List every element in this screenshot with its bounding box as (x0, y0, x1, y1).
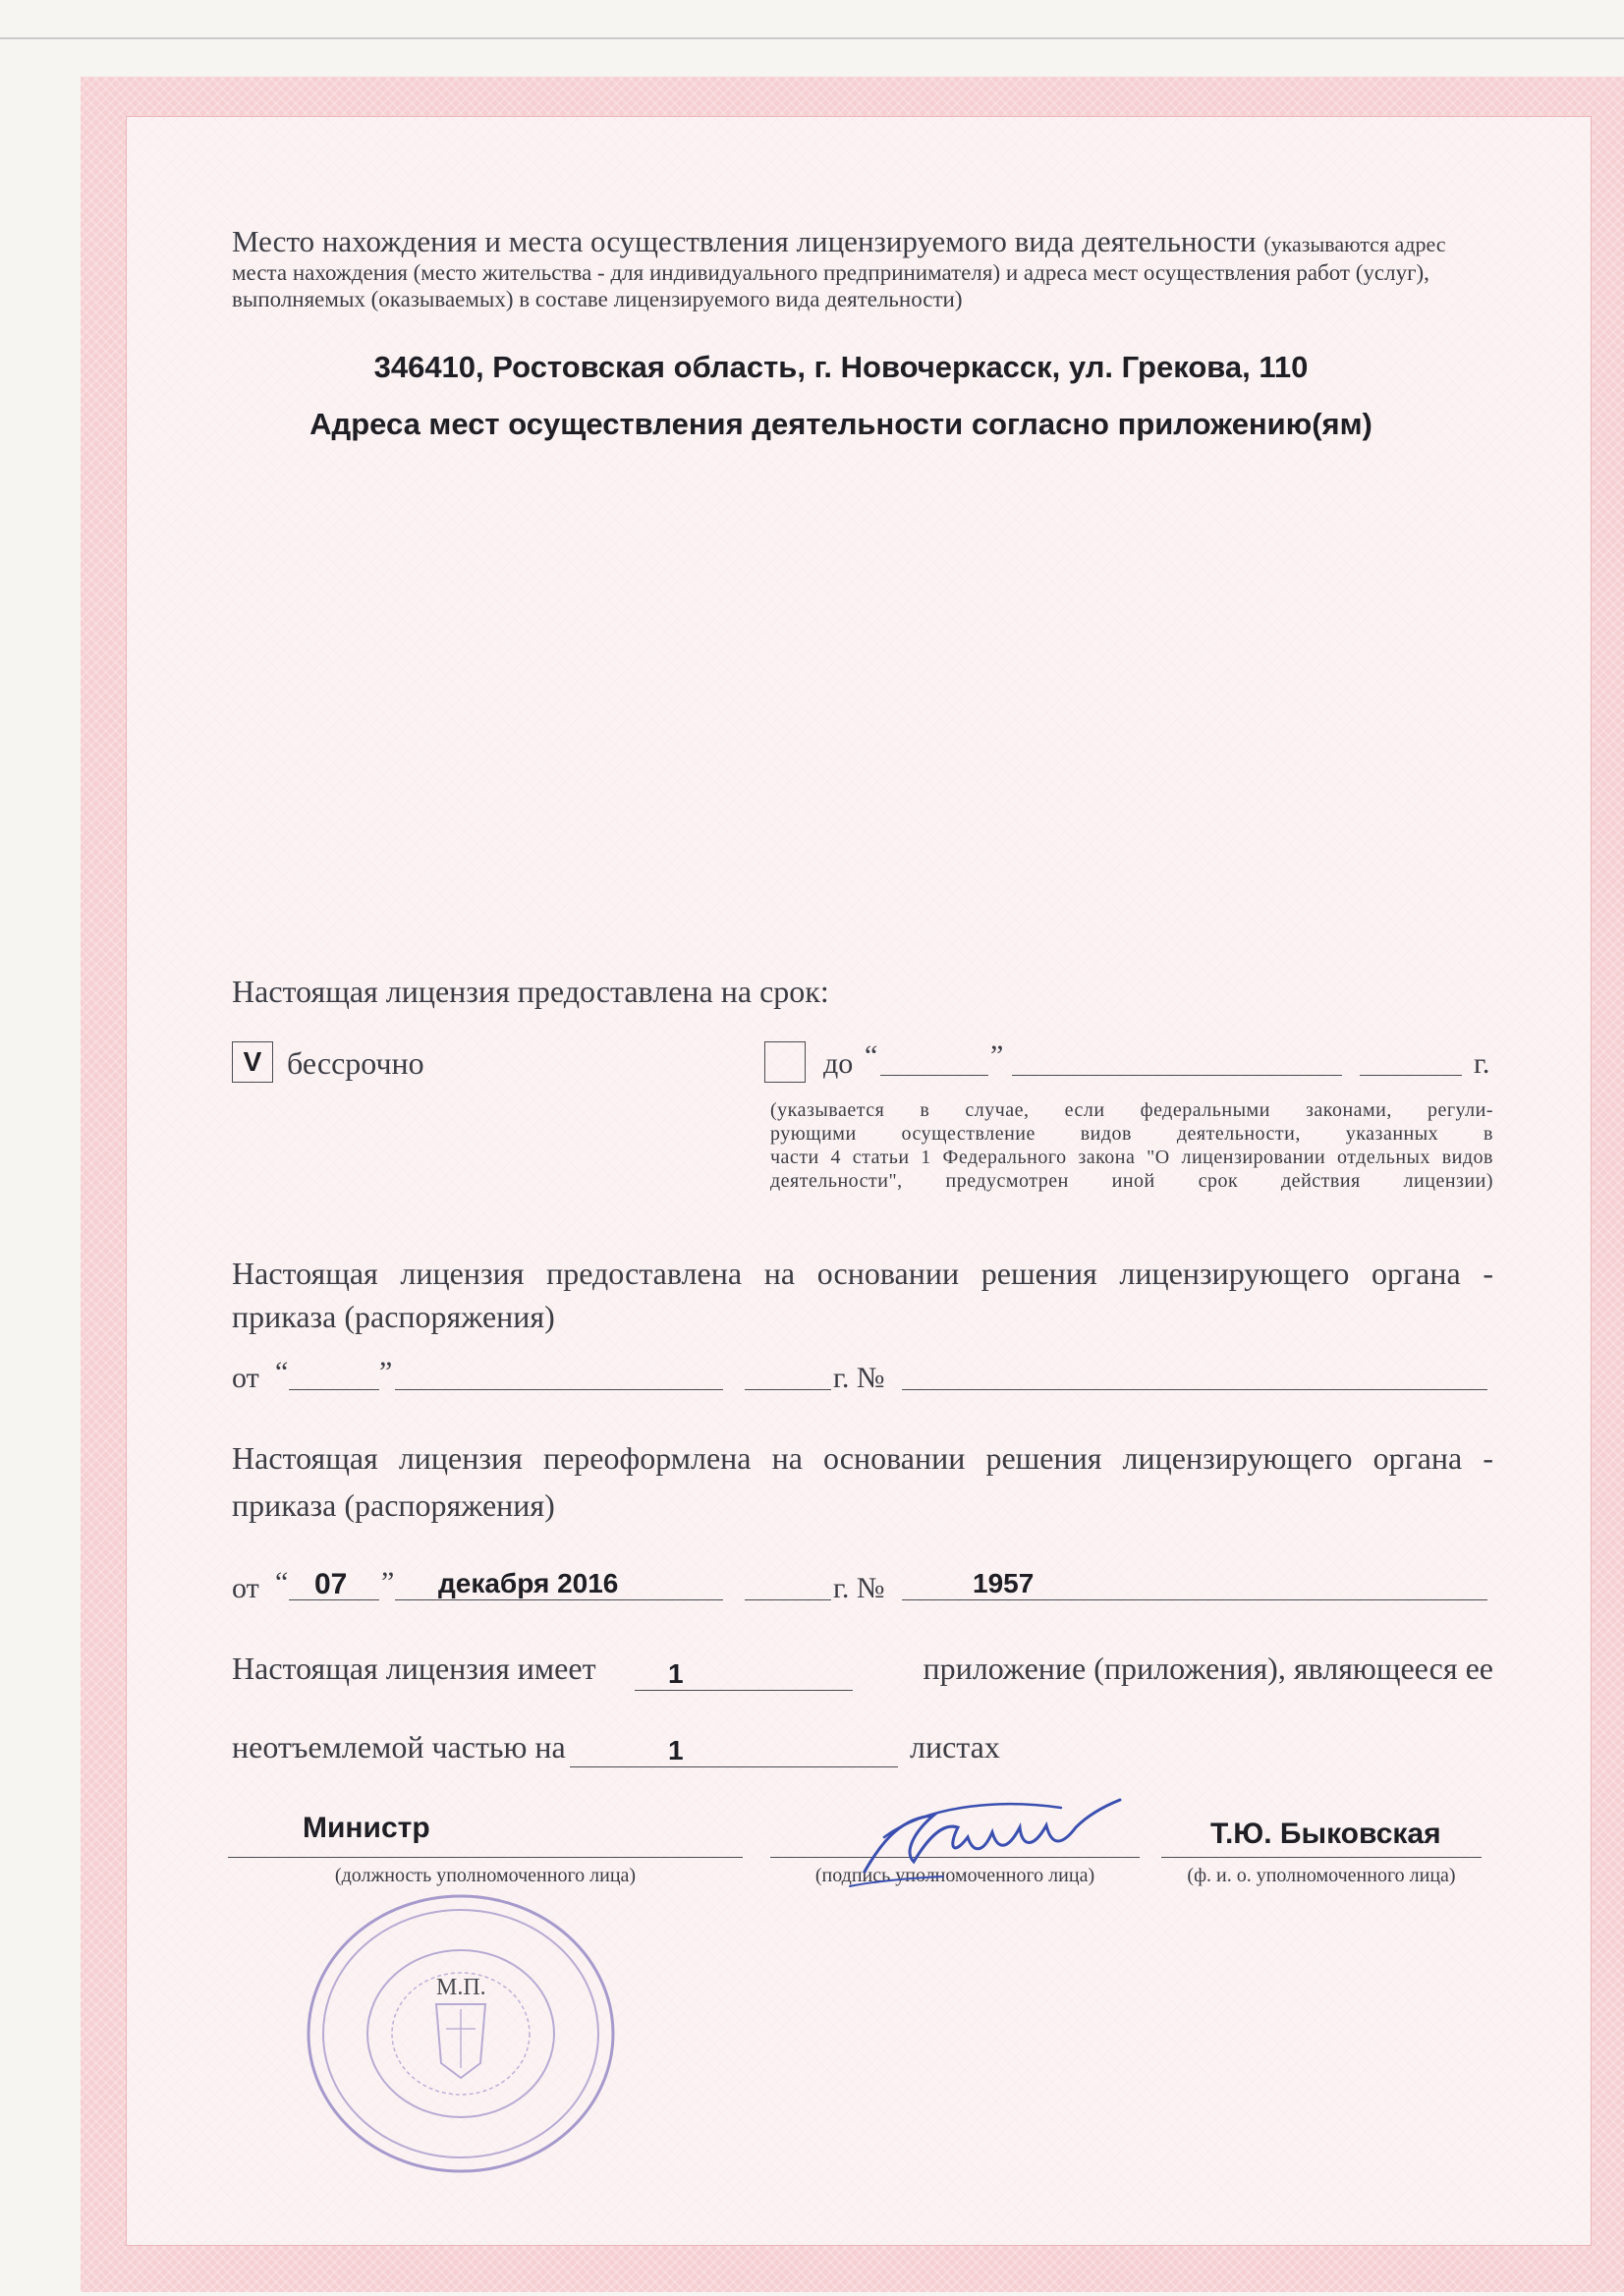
unlimited-label: бессрочно (287, 1045, 424, 1081)
basis-day-line (289, 1389, 379, 1390)
appendix-sheets-line (570, 1766, 898, 1767)
reissue-day-line (289, 1599, 379, 1600)
until-year-suffix: г. (1474, 1047, 1490, 1080)
reissue-line-2: приказа (распоряжения) (232, 1487, 555, 1523)
appendix-part-1: Настоящая лицензия имеет (232, 1651, 596, 1686)
until-quote-close: ” (990, 1039, 1004, 1072)
basis-line-2: приказа (распоряжения) (232, 1299, 555, 1334)
term-note-1: (указывается в случае, если федеральными законами, регули- (770, 1099, 1493, 1121)
position-line (228, 1857, 743, 1858)
basis-quote-open: “ (275, 1356, 289, 1388)
basis-quote-close: ” (379, 1356, 393, 1388)
address-header-note-2: места нахождения (место жительства - для индивидуального предпринимателя) и адреса мест осуществления работ (услуг), (232, 260, 1429, 285)
term-note-4: деятельности", предусмотрен иной срок действия лицензии) (770, 1170, 1493, 1192)
appendix-part-4: листах (910, 1729, 1000, 1764)
until-quote-open: “ (865, 1039, 878, 1072)
reissue-quote-open: “ (275, 1566, 289, 1598)
reissue-line-1: Настоящая лицензия переоформлена на основании решения лицензирующего органа - (232, 1440, 1493, 1476)
checkbox-mark: V (243, 1046, 262, 1077)
name-caption: (ф. и. о. уполномоченного лица) (1187, 1865, 1456, 1886)
until-checkbox[interactable] (764, 1041, 806, 1083)
signer-name: Т.Ю. Быковская (1210, 1818, 1441, 1850)
reissue-year-line (745, 1599, 831, 1600)
signer-position: Министр (303, 1812, 430, 1844)
basis-year-no: г. № (833, 1362, 885, 1394)
until-year-line (1360, 1075, 1462, 1076)
until-month-line (1012, 1075, 1342, 1076)
basis-from-label: от (232, 1362, 259, 1394)
reissue-quote-close: ” (381, 1566, 395, 1598)
signature-caption: (подпись уполномоченного лица) (814, 1865, 1095, 1886)
official-stamp (299, 1886, 623, 2181)
appendix-sheets: 1 (668, 1735, 684, 1765)
appendix-count-line (635, 1690, 853, 1691)
unlimited-checkbox[interactable] (232, 1041, 273, 1083)
until-day-line (880, 1075, 988, 1076)
appendix-part-3: неотъемлемой частью на (232, 1729, 566, 1764)
reissue-day: 07 (314, 1568, 348, 1600)
handwritten-signature (845, 1778, 1140, 1896)
term-note-3: части 4 статьи 1 Федерального закона "О лицензировании отдельных видов (770, 1147, 1493, 1168)
address-header-note: (указываются адрес (1263, 232, 1446, 256)
reissue-year-no: г. № (833, 1572, 885, 1604)
basis-month-line (395, 1389, 723, 1390)
address-header-title: Место нахождения и места осуществления лицензируемого вида деятельности (232, 224, 1257, 258)
address-header (232, 224, 1499, 312)
basis-number-line (902, 1389, 1487, 1390)
basis-line-1: Настоящая лицензия предоставлена на основании решения лицензирующего органа - (232, 1256, 1493, 1291)
reissue-number: 1957 (973, 1568, 1035, 1598)
appendix-part-2: приложение (приложения), являющееся ее (923, 1651, 1493, 1686)
position-caption: (должность уполномоченного лица) (334, 1865, 637, 1886)
address-note: Адреса мест осуществления деятельности согласно приложению(ям) (309, 407, 1372, 441)
term-note-2: рующими осуществление видов деятельности, указанных в (770, 1123, 1493, 1145)
license-address: 346410, Ростовская область, г. Новочеркасск, ул. Грекова, 110 (373, 350, 1309, 384)
appendix-count: 1 (668, 1658, 684, 1689)
name-line (1161, 1857, 1482, 1858)
term-note (770, 1098, 1493, 1193)
top-scan-edge (0, 37, 1624, 39)
reissue-month-year: декабря 2016 (438, 1568, 619, 1598)
reissue-number-line (902, 1599, 1487, 1600)
reissue-from-label: от (232, 1572, 259, 1604)
reissue-month-line (395, 1599, 723, 1600)
stamp-mp: М.П. (436, 1975, 486, 2000)
term-label: Настоящая лицензия предоставлена на срок: (232, 974, 829, 1009)
basis-year-line (745, 1389, 831, 1390)
until-label: до (823, 1047, 854, 1080)
address-header-note-3: выполняемых (оказываемых) в составе лицензируемого вида деятельности) (232, 287, 963, 311)
